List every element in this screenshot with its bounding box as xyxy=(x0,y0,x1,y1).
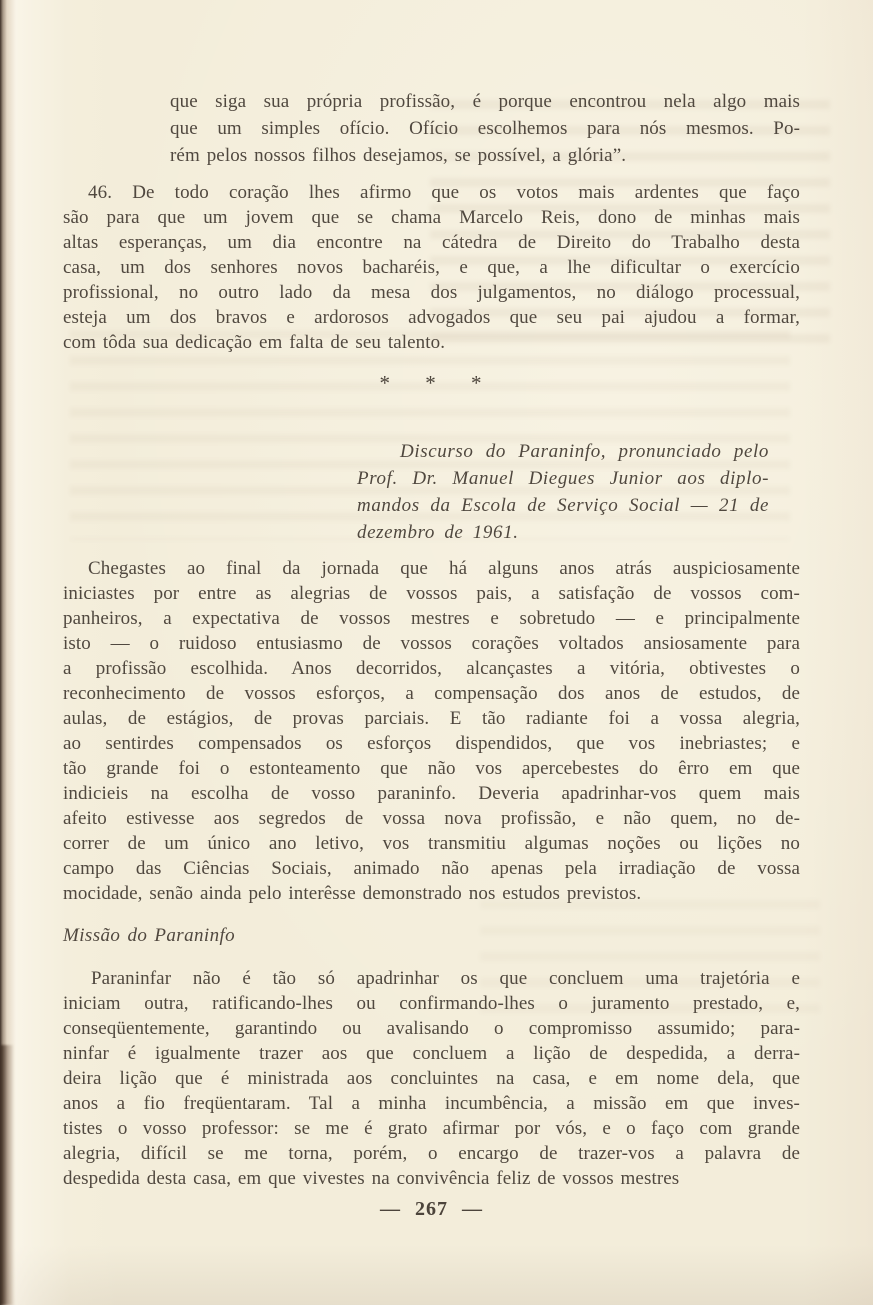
paragraph-mission xyxy=(63,966,800,1191)
text-line: deira lição que é ministrada aos concluintes na casa, e em nome dela, que xyxy=(63,1068,800,1089)
text-line: profissional, no outro lado da mesa dos julgamentos, no diálogo processual, xyxy=(63,282,800,303)
text-line: correr de um único ano letivo, vos transmitiu algumas noções ou lições no xyxy=(63,833,800,854)
text-line: reconhecimento de vossos esforços, a compensação dos anos de estudos, de xyxy=(63,683,800,704)
text-line: tistes o vosso professor: se me é grato afirmar por vós, e o faço com grande xyxy=(63,1118,800,1139)
text-line: panheiros, a expectativa de vossos mestres e sobretudo — e principalmente xyxy=(63,608,800,629)
text-line: Prof. Dr. Manuel Diegues Junior aos diplo- xyxy=(357,468,769,489)
text-line: esteja um dos bravos e ardorosos advogados que seu pai ajudou a formar, xyxy=(63,307,800,328)
page-number: — 267 — xyxy=(380,1198,483,1220)
text-line: conseqüentemente, garantindo ou avalisando o compromisso assumido; para- xyxy=(63,1018,800,1039)
text-line: despedida desta casa, em que vivestes na convivência feliz de vossos mestres xyxy=(63,1168,680,1189)
asterisk-separator: * * * xyxy=(379,371,484,395)
text-line: afeito estivesse aos segredos de vossa nova profissão, e não quem, no de- xyxy=(63,808,800,829)
text-line: aulas, de estágios, de provas parciais. E tão radiante foi a vossa alegria, xyxy=(63,708,800,729)
text-line: alegria, difícil se me torna, porém, o encargo de trazer-vos a palavra de xyxy=(63,1143,800,1164)
text-line: casa, um dos senhores novos bacharéis, e que, a lhe dificultar o exercício xyxy=(63,257,800,278)
opening-quote-block xyxy=(170,88,800,169)
paragraph-46 xyxy=(63,180,800,355)
text-line: ao sentirdes compensados os esforços dispendidos, que vos inebriastes; e xyxy=(63,733,800,754)
text-line: que um simples ofício. Ofício escolhemos para nós mesmos. Po- xyxy=(170,118,800,139)
text-line: Chegastes ao final da jornada que há alguns anos atrás auspiciosamente xyxy=(88,558,800,579)
text-line: tão grande foi o estonteamento que não vos apercebestes do êrro em que xyxy=(63,758,800,779)
binding-edge-shadow xyxy=(0,1045,14,1305)
text-line: iniciastes por entre as alegrias de vossos pais, a satisfação de vossos com- xyxy=(63,583,800,604)
text-line: isto — o ruidoso entusiasmo de vossos corações voltados ansiosamente para xyxy=(63,633,800,654)
text-line: 46. De todo coração lhes afirmo que os votos mais ardentes que faço xyxy=(88,182,800,203)
text-line: Paraninfar não é tão só apadrinhar os que concluem uma trajetória e xyxy=(91,968,800,989)
text-line: altas esperanças, um dia encontre na cátedra de Direito do Trabalho desta xyxy=(63,232,800,253)
text-line: anos a fio freqüentaram. Tal a minha incumbência, a missão em que inves- xyxy=(63,1093,800,1114)
text-line: com tôda sua dedicação em falta de seu talento. xyxy=(63,332,446,353)
text-line: que siga sua própria profissão, é porque encontrou nela algo mais xyxy=(170,91,800,112)
paragraph-opening-speech xyxy=(63,556,800,906)
text-line: são para que um jovem que se chama Marcelo Reis, dono de minhas mais xyxy=(63,207,800,228)
text-column xyxy=(63,0,800,1222)
text-line: mocidade, senão ainda pelo interêsse demonstrado nos estudos previstos. xyxy=(63,883,642,904)
text-line: dezembro de 1961. xyxy=(357,522,519,543)
section-heading: Missão do Paraninfo xyxy=(63,925,236,946)
text-line: campo das Ciências Sociais, animado não apenas pela irradiação de vossa xyxy=(63,858,800,879)
text-line: a profissão escolhida. Anos decorridos, alcançastes a vitória, obtivestes o xyxy=(63,658,800,679)
text-line: rém pelos nossos filhos desejamos, se possível, a glória”. xyxy=(170,145,627,166)
text-line: iniciam outra, ratificando-lhes ou confirmando-lhes o juramento prestado, e, xyxy=(63,993,800,1014)
speech-citation-block xyxy=(357,438,769,546)
text-line: mandos da Escola de Serviço Social — 21 de xyxy=(357,495,769,516)
text-line: Discurso do Paraninfo, pronunciado pelo xyxy=(400,441,769,462)
text-line: indicieis na escolha de vosso paraninfo. Deveria apadrinhar-vos quem mais xyxy=(63,783,800,804)
text-line: ninfar é igualmente trazer aos que concluem a lição de despedida, a derra- xyxy=(63,1043,800,1064)
